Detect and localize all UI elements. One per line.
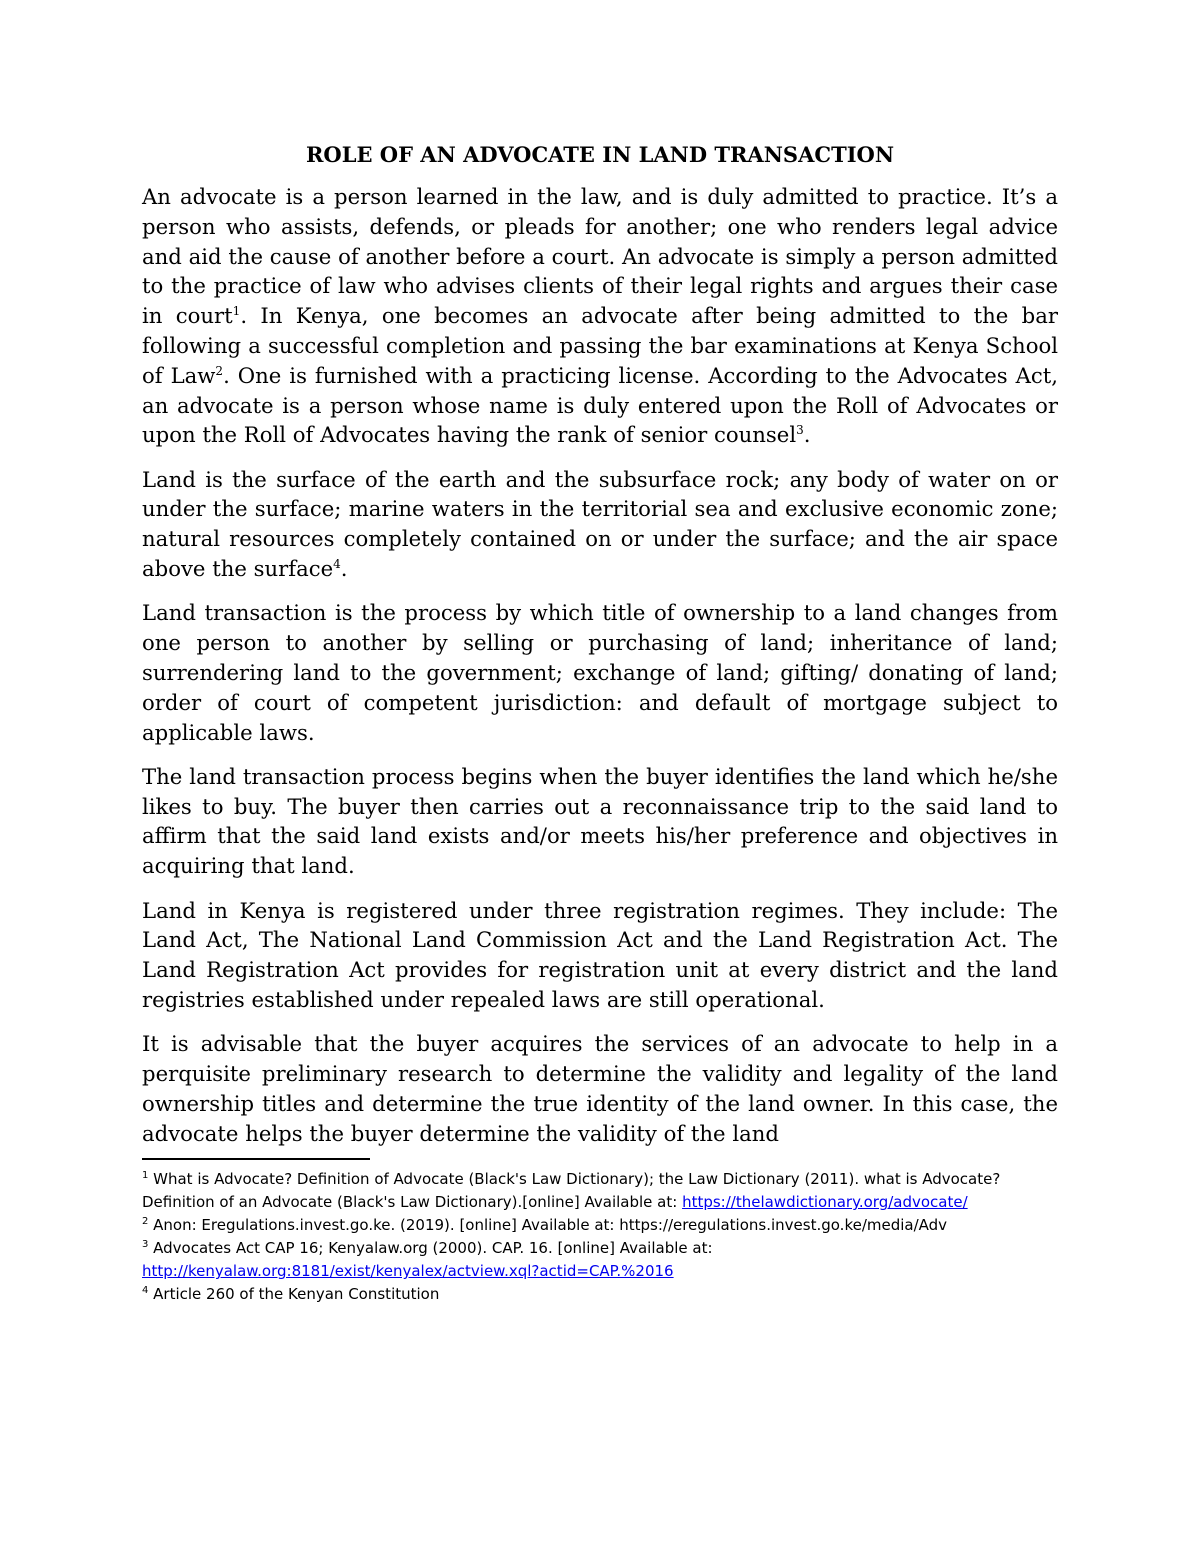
footnote-4 [142,1283,1058,1306]
paragraph-text: . In Kenya, one becomes an advocate after being admitted to the bar following a successful completion and passing the bar examinations at Kenya School of Law [142,303,1058,388]
footnote-ref-2[interactable]: 2 [215,363,224,378]
footnote-number: 4 [142,1285,149,1297]
paragraph-advocate-services: It is advisable that the buyer acquires the services of an advocate to help in a perquisite preliminary research to determine the validity and legality of the land ownership titles and determine the true identity of the land owner. In this case, the advocate helps the buyer determine the validity of the land [142,1031,1058,1146]
footnote-ref-4[interactable]: 4 [333,557,341,571]
paragraph-text: . [340,556,348,582]
paragraph-text: . [803,422,811,448]
footnote-1 [142,1168,1058,1214]
paragraph-text: . One is furnished with a practicing license. According to the Advocates Act, an advocate is a person whose name is duly entered upon the Roll of Advocates or upon the Roll of Advocates having the rank of senior counsel [142,362,1058,448]
footnote-text: Advocates Act CAP 16; Kenyalaw.org (2000). CAP. 16. [online] Available at: [148,1239,713,1258]
footnote-separator [142,1158,370,1160]
page-title: ROLE OF AN ADVOCATE IN LAND TRANSACTION [305,142,895,167]
footnote-3 [142,1237,1058,1283]
paragraph-land-transaction: Land transaction is the process by which title of ownership to a land changes from one person to another by selling or purchasing of land; inheritance of land; surrendering land to the government; exchange of land; gifting/ donating of land; order of court of competent jurisdiction: and default of mortgage subject to applicable laws. [142,600,1058,745]
footnote-ref-3[interactable]: 3 [796,423,804,438]
paragraph-land-definition [142,465,1058,584]
footnote-link[interactable]: http://kenyalaw.org:8181/exist/kenyalex/actview.xql?actid=CAP.%2016 [142,1262,674,1281]
footnote-ref-1[interactable]: 1 [232,304,241,319]
footnotes [142,1168,1058,1306]
paragraph-text: An advocate is a person learned in the law, and is duly admitted to practice. It’s a person who assists, defends, or pleads for another; one who renders legal advice and aid the cause of another before a court. An advocate is simply a person admitted to the practice of law who advises clients of their legal rights and argues their case in court [142,184,1058,329]
footnote-2 [142,1214,1058,1237]
footnote-link[interactable]: https://thelawdictionary.org/advocate/ [682,1193,968,1212]
footnote-text: Article 260 of the Kenyan Constitution [148,1285,440,1304]
footnote-number: 3 [142,1239,149,1251]
paragraph-registration-regimes: Land in Kenya is registered under three registration regimes. They include: The Land Act, The National Land Commission Act and the Land Registration Act. The Land Registration Act provides for registration unit at every district and the land registries established under repealed laws are still operational. [142,897,1058,1012]
paragraph-transaction-process: The land transaction process begins when the buyer identifies the land which he/she likes to buy. The buyer then carries out a reconnaissance trip to the said land to affirm that the said land exists and/or meets his/her preference and objectives in acquiring that land. [142,763,1058,879]
paragraph-advocate-definition [142,182,1058,450]
footnote-text: What is Advocate? Definition of Advocate (Black's Law Dictionary); the Law Dictionary (2011). what is Advocate? Definition of an Advocate (Black's Law Dictionary).[online] Available at: [142,1170,1001,1212]
document-page [142,140,1058,1306]
footnote-number: 1 [142,1170,149,1182]
footnote-number: 2 [142,1216,149,1228]
footnote-text: Anon: Eregulations.invest.go.ke. (2019). [online] Available at: https://eregulations.invest.go.ke/media/Adv [148,1216,948,1235]
paragraph-text: Land is the surface of the earth and the subsurface rock; any body of water on or under the surface; marine waters in the territorial sea and exclusive economic zone; natural resources completely contained on or under the surface; and the air space above the surface [142,466,1058,582]
